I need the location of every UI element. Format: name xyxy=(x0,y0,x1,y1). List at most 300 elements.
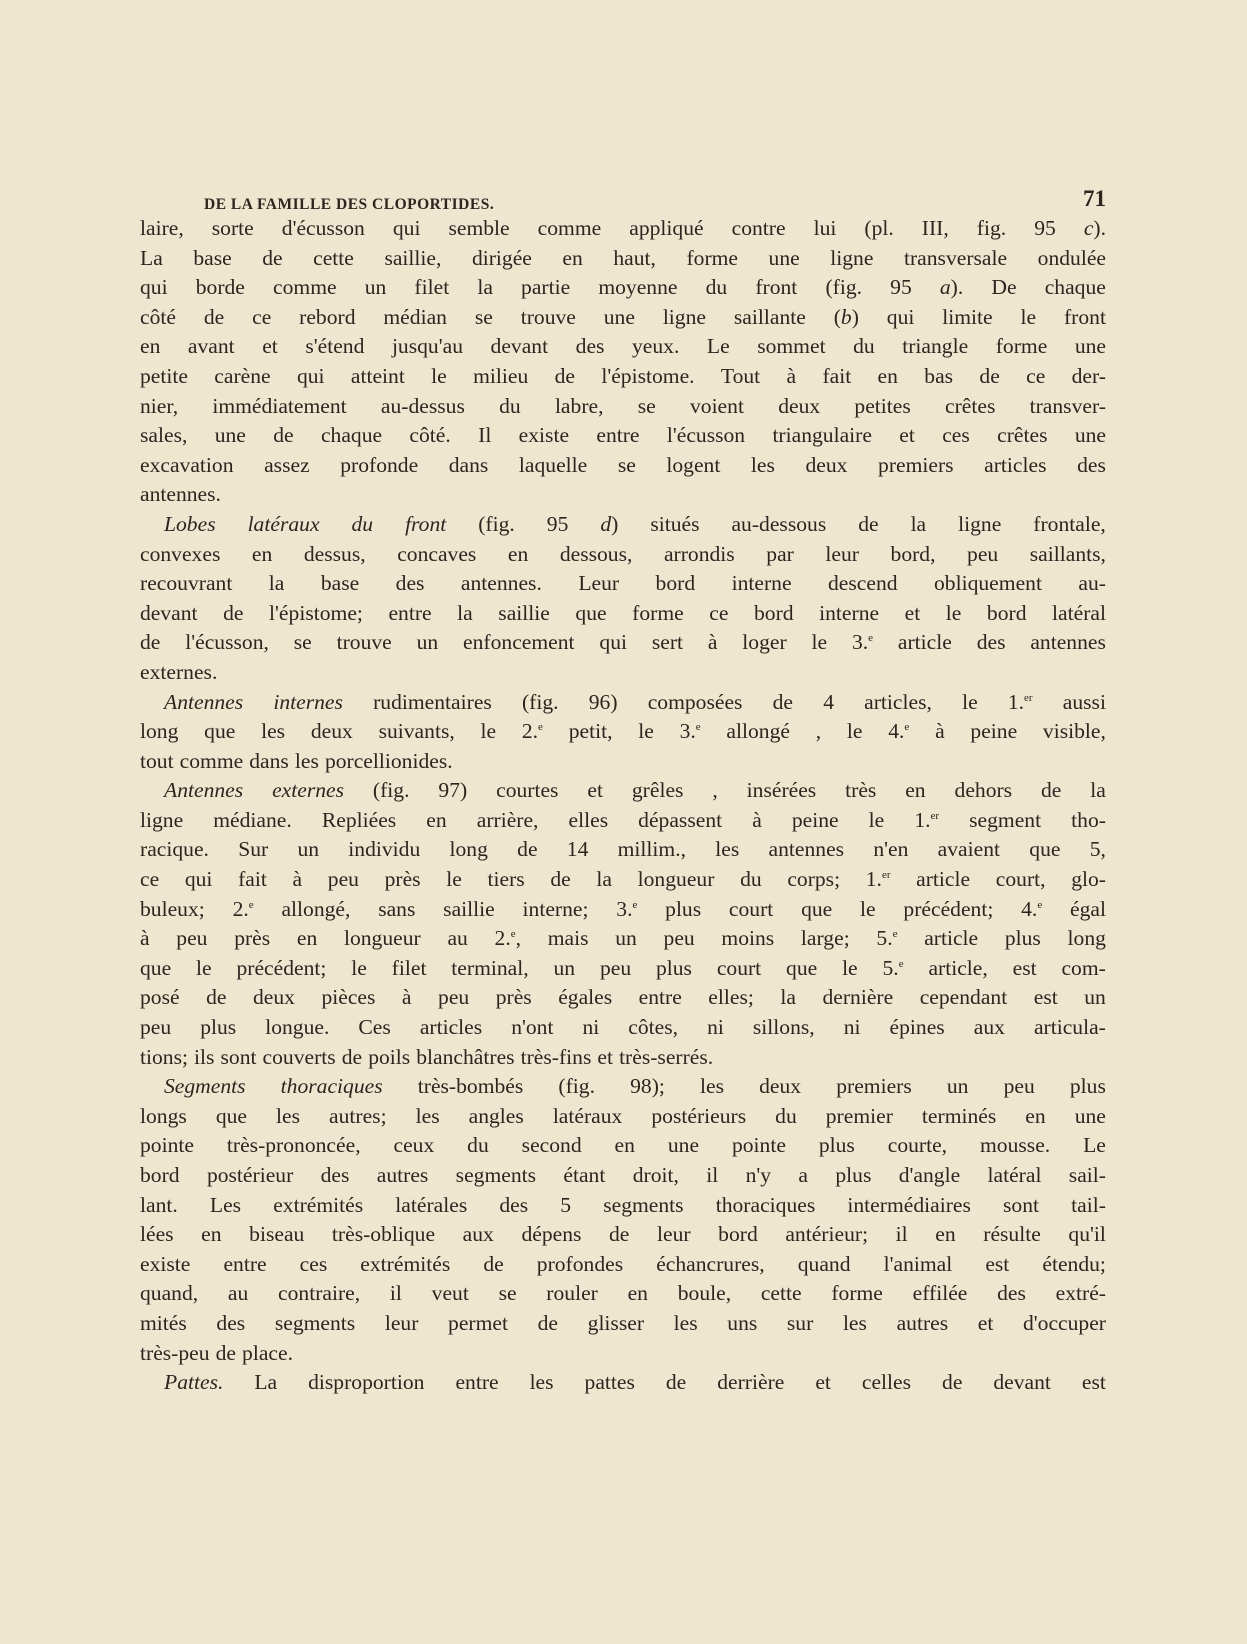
word: plus xyxy=(818,1133,855,1158)
word: 14 xyxy=(566,837,589,862)
word: extrémités xyxy=(273,1192,364,1217)
word: saillante xyxy=(733,304,806,329)
word: aux xyxy=(462,1222,494,1247)
word: tiers xyxy=(487,867,525,892)
text-line xyxy=(140,1102,1106,1132)
word: moyenne xyxy=(598,275,678,300)
word: crêtes xyxy=(997,423,1048,448)
word: près xyxy=(234,926,271,951)
word: fait xyxy=(238,867,267,892)
word: mais xyxy=(547,926,589,951)
word: (fig. xyxy=(478,511,515,536)
word: les xyxy=(529,1370,554,1395)
word: rouler xyxy=(546,1281,598,1306)
word: 5, xyxy=(1089,837,1106,862)
word: latéral xyxy=(987,1163,1042,1187)
word: saillie, xyxy=(384,245,442,270)
word: devant xyxy=(490,334,549,359)
word: près xyxy=(384,867,421,892)
word: glisser xyxy=(587,1310,645,1335)
text-line xyxy=(140,806,1106,836)
word: peu xyxy=(140,1015,172,1040)
word: sont xyxy=(220,1044,257,1069)
word: la xyxy=(477,275,493,300)
word: et xyxy=(904,600,921,625)
word: de xyxy=(483,1251,504,1276)
word: lées xyxy=(140,1222,174,1247)
word: très xyxy=(845,778,877,803)
word: place. xyxy=(242,1340,293,1365)
word: transversale xyxy=(903,245,1008,270)
word: résulte xyxy=(983,1222,1041,1247)
word: porcellionides. xyxy=(324,748,453,773)
word: il xyxy=(895,1222,908,1247)
word: les xyxy=(276,1103,301,1128)
word: il xyxy=(389,1281,402,1306)
word: segments xyxy=(603,1192,684,1217)
text-line xyxy=(140,510,1106,540)
word: 95 xyxy=(546,511,569,536)
word: Il xyxy=(478,423,492,448)
word: peine xyxy=(970,719,1018,744)
word: leur xyxy=(384,1310,419,1335)
word: frontale, xyxy=(1033,511,1106,536)
word: des xyxy=(1077,452,1106,477)
word: cette xyxy=(760,1281,802,1306)
word: saillie xyxy=(498,600,550,625)
word: 1.$^{er}$ xyxy=(1007,689,1033,714)
word: aussi xyxy=(1062,689,1106,714)
word: semble xyxy=(448,216,510,240)
word: en xyxy=(935,1222,956,1247)
word: long xyxy=(1067,926,1106,951)
word: peu xyxy=(599,955,632,980)
word: externes. xyxy=(140,659,218,684)
word: visible, xyxy=(1042,719,1106,744)
word: La xyxy=(254,1370,278,1395)
word: des xyxy=(216,1310,246,1335)
text-line xyxy=(140,835,1106,865)
word: sales, xyxy=(140,423,188,448)
word: ligne xyxy=(662,304,706,329)
word: grêles xyxy=(631,778,684,803)
word: crêtes xyxy=(945,393,996,418)
word: en xyxy=(201,1222,222,1247)
word: ces xyxy=(299,1251,328,1276)
word: petit, xyxy=(568,719,613,744)
text-line xyxy=(140,451,1106,481)
text-line xyxy=(140,1368,1106,1398)
word: profondes xyxy=(536,1251,624,1276)
word: tions; xyxy=(140,1044,188,1069)
text-line xyxy=(140,1072,1106,1102)
word: mités xyxy=(140,1310,187,1335)
word: près xyxy=(495,985,532,1010)
word: composées xyxy=(647,689,743,714)
text-line xyxy=(140,628,1106,658)
word: en xyxy=(426,807,447,832)
word: très-serrés. xyxy=(619,1044,714,1069)
word: en xyxy=(251,541,273,566)
word: au-dessous xyxy=(731,511,827,536)
text-line xyxy=(140,658,1106,688)
word: du xyxy=(740,867,762,892)
word: quand xyxy=(797,1251,851,1276)
text-line xyxy=(140,569,1106,599)
word: de xyxy=(979,363,1000,388)
word: triangle xyxy=(902,334,969,359)
word: ligne xyxy=(140,807,184,832)
word: bord xyxy=(753,600,794,625)
word: un xyxy=(364,275,387,300)
word: que xyxy=(1029,837,1061,862)
word: pattes xyxy=(584,1370,635,1395)
word: l'épistome. xyxy=(601,363,695,388)
word: saillie xyxy=(443,896,495,921)
word: Le xyxy=(706,334,730,359)
word: l'écusson, xyxy=(185,630,269,655)
word: Les xyxy=(209,1192,242,1217)
word: segments xyxy=(274,1310,356,1335)
word: internes xyxy=(273,689,343,714)
word: est xyxy=(1012,955,1037,980)
word: Antennes xyxy=(164,689,244,714)
word: court xyxy=(716,955,762,980)
word: se xyxy=(637,393,656,418)
word: de xyxy=(554,363,575,388)
word: peu xyxy=(1003,1074,1035,1099)
word: de xyxy=(273,423,294,448)
word: couverts xyxy=(262,1044,336,1069)
running-title: DE LA FAMILLE DES CLOPORTIDES. xyxy=(204,196,495,213)
text-line xyxy=(140,421,1106,451)
word: le xyxy=(846,719,863,744)
word: plus xyxy=(835,1163,872,1187)
word: droit, xyxy=(632,1163,679,1187)
word: Le xyxy=(1083,1133,1106,1158)
word: au xyxy=(447,926,468,951)
word: mousse. xyxy=(980,1133,1051,1158)
word: plus xyxy=(1004,926,1041,951)
word: front xyxy=(405,511,447,536)
word: lant. xyxy=(140,1192,178,1217)
word: partie xyxy=(521,275,571,300)
word: articula- xyxy=(1033,1015,1106,1040)
word: les xyxy=(750,452,775,477)
word: que xyxy=(140,955,172,980)
text-line xyxy=(140,865,1106,895)
word: La xyxy=(140,245,163,270)
word: longs xyxy=(140,1103,187,1128)
word: biseau xyxy=(249,1222,305,1247)
word: labre, xyxy=(554,393,604,418)
word: se xyxy=(474,304,493,329)
word: deux xyxy=(805,452,848,477)
word: allongé xyxy=(726,719,790,744)
word: base xyxy=(320,571,360,596)
word: peu xyxy=(327,867,359,892)
word: est xyxy=(985,1251,1010,1276)
word: entre xyxy=(455,1370,499,1395)
word: millim., xyxy=(617,837,687,862)
word: longueur xyxy=(343,926,421,951)
word: une xyxy=(1074,1103,1106,1128)
word: précédent; xyxy=(236,955,327,980)
word: plus xyxy=(665,896,702,921)
word: le xyxy=(351,955,367,980)
word: antennes. xyxy=(460,571,542,596)
word: en xyxy=(140,334,161,359)
word: Leur xyxy=(578,571,620,596)
word: celles xyxy=(861,1370,912,1395)
word: externes xyxy=(272,778,345,803)
word: derrière xyxy=(717,1370,785,1395)
word: 5.$^e$ xyxy=(876,926,898,951)
word: arrière, xyxy=(476,807,539,832)
word: jusqu'au xyxy=(391,334,464,359)
word: filet xyxy=(391,955,427,980)
word: veut xyxy=(431,1281,469,1306)
word: antérieur; xyxy=(785,1222,869,1247)
word: interne xyxy=(731,571,792,596)
word: du xyxy=(705,275,728,300)
word: est xyxy=(1081,1370,1106,1395)
page-number: 71 xyxy=(1083,186,1106,211)
word: der- xyxy=(1071,363,1106,388)
word: bord xyxy=(986,600,1027,625)
word: blanchâtres xyxy=(416,1044,515,1069)
word: des xyxy=(997,1281,1026,1306)
word: disproportion xyxy=(308,1370,425,1395)
word: en xyxy=(296,926,318,951)
word: premiers xyxy=(878,452,954,477)
word: deux xyxy=(759,1074,802,1099)
word: un xyxy=(297,837,320,862)
word: de xyxy=(262,245,283,270)
word: en xyxy=(877,363,898,388)
word: pièces xyxy=(321,985,376,1010)
word: bord xyxy=(140,1163,180,1187)
word: côté xyxy=(140,304,176,329)
word: devant xyxy=(993,1370,1051,1395)
text-line xyxy=(140,688,1106,718)
word: effilée xyxy=(912,1281,968,1306)
word: peu xyxy=(663,926,695,951)
word: de xyxy=(609,1222,630,1247)
word: dehors xyxy=(954,778,1013,803)
word: du xyxy=(499,393,521,418)
word: un xyxy=(615,926,637,951)
word: de xyxy=(772,689,794,714)
word: Sur xyxy=(238,837,269,862)
word: du xyxy=(853,334,875,359)
word: article xyxy=(924,926,979,951)
word: 96) xyxy=(588,689,618,714)
word: et xyxy=(977,1310,994,1335)
word: n'en xyxy=(873,837,909,862)
word: qui xyxy=(140,275,168,300)
word: ligne xyxy=(958,511,1002,536)
word: médiane. xyxy=(213,807,292,832)
word: deux xyxy=(778,393,821,418)
word: ligne xyxy=(830,245,874,270)
word: corps; xyxy=(787,867,841,892)
text-line xyxy=(140,983,1106,1013)
text-line xyxy=(140,1161,1106,1191)
word: excavation xyxy=(140,452,234,477)
word: contraire, xyxy=(278,1281,361,1306)
word: dessous, xyxy=(559,541,633,566)
word: filet xyxy=(414,275,450,300)
word: au xyxy=(227,1281,249,1306)
word: de xyxy=(203,304,225,329)
word: les xyxy=(700,1074,724,1099)
word: posé xyxy=(140,985,180,1010)
word: de xyxy=(140,630,161,655)
word: peine xyxy=(791,807,839,832)
word: front xyxy=(1063,304,1106,329)
word: et xyxy=(597,1044,614,1069)
word: triangulaire xyxy=(772,423,872,448)
word: et xyxy=(899,423,915,448)
word: lui xyxy=(813,216,837,240)
word: article xyxy=(916,867,971,892)
word: long xyxy=(449,837,488,862)
word: front xyxy=(755,275,798,300)
word: pointe xyxy=(140,1133,194,1158)
word: convexes xyxy=(140,541,221,566)
word: 2.$^e$ xyxy=(232,896,254,921)
text-line xyxy=(140,392,1106,422)
word: 3.$^e$ xyxy=(616,896,638,921)
word: la xyxy=(457,600,473,625)
word: limite xyxy=(942,304,993,329)
word: se xyxy=(617,452,636,477)
word: une xyxy=(667,1133,700,1158)
word: existe xyxy=(140,1251,191,1276)
word: extrémités xyxy=(360,1251,451,1276)
word: à xyxy=(707,630,718,655)
word: autres xyxy=(376,1163,429,1187)
word: la xyxy=(910,511,927,536)
word: III, xyxy=(921,216,949,240)
word: trouve xyxy=(520,304,576,329)
word: enfoncement xyxy=(463,630,575,655)
word: en xyxy=(1025,1103,1046,1128)
word: entre xyxy=(388,600,432,625)
word: (fig. xyxy=(372,778,410,803)
word: rebord xyxy=(299,304,356,329)
word: (fig. xyxy=(825,275,863,300)
word: situés xyxy=(650,511,700,536)
word: a). xyxy=(939,275,964,300)
word: des xyxy=(976,630,1006,655)
word: autres; xyxy=(329,1103,387,1128)
word: une xyxy=(1074,334,1106,359)
word: logent xyxy=(666,452,721,477)
word: du xyxy=(775,1103,797,1128)
word: entre xyxy=(223,1251,267,1276)
word: que xyxy=(204,719,236,744)
word: quand, xyxy=(140,1281,199,1306)
word: à xyxy=(752,807,762,832)
word: thoraciques xyxy=(280,1074,383,1099)
word: que xyxy=(575,600,607,625)
text-line xyxy=(140,303,1106,333)
word: arrondis xyxy=(663,541,735,566)
word: dépassent xyxy=(638,807,723,832)
word: permet xyxy=(448,1310,508,1335)
text-line xyxy=(140,1279,1106,1309)
word: à xyxy=(935,719,945,744)
word: de xyxy=(942,1370,963,1395)
word: une xyxy=(768,245,800,270)
word: 1.$^{er}$ xyxy=(914,807,940,832)
word: 5.$^e$ xyxy=(882,955,904,980)
word: de xyxy=(206,985,227,1010)
word: 1.$^{er}$ xyxy=(865,867,891,892)
word: et xyxy=(262,334,278,359)
word: 3.$^e$ xyxy=(851,630,874,655)
word: Segments xyxy=(164,1074,246,1099)
word: bas xyxy=(924,363,954,388)
text-line xyxy=(140,1191,1106,1221)
word: d'occuper xyxy=(1022,1310,1106,1335)
word: latéral xyxy=(1052,600,1106,625)
word: du xyxy=(467,1133,489,1158)
word: ondulée xyxy=(1037,245,1106,270)
word: (pl. xyxy=(864,216,894,240)
word: ces xyxy=(942,423,970,448)
word: obliquement xyxy=(934,571,1042,596)
word: ni xyxy=(707,1015,724,1040)
word: côté. xyxy=(409,423,451,448)
word: les xyxy=(415,1103,440,1128)
word: la xyxy=(1090,778,1106,803)
word: second xyxy=(521,1133,582,1158)
word: de xyxy=(215,1340,236,1365)
text-line xyxy=(140,717,1106,747)
word: l'écusson xyxy=(666,423,746,448)
word: ni xyxy=(843,1015,861,1040)
word: le xyxy=(1020,304,1037,329)
word: de xyxy=(537,1310,559,1335)
word: de xyxy=(341,1044,363,1069)
word: de xyxy=(517,837,538,862)
word: le xyxy=(811,630,828,655)
word: des xyxy=(320,1163,350,1187)
word: buleux; xyxy=(140,896,205,921)
word: qui xyxy=(392,216,421,240)
word: cette xyxy=(313,245,354,270)
word: c). xyxy=(1083,216,1106,240)
word: existe xyxy=(518,423,570,448)
word: étendu; xyxy=(1042,1251,1106,1276)
word: qui xyxy=(296,363,325,388)
word: laire, xyxy=(140,216,184,240)
word: ce xyxy=(709,600,729,625)
word: 95 xyxy=(1034,216,1056,240)
word: borde xyxy=(195,275,245,300)
word: Pattes. xyxy=(164,1370,224,1395)
word: un xyxy=(416,630,439,655)
word: le xyxy=(868,807,885,832)
word: articles xyxy=(984,452,1047,477)
word: en xyxy=(614,1133,635,1158)
word: segment xyxy=(969,807,1042,832)
body-text xyxy=(140,214,1106,1398)
word: de xyxy=(1041,778,1062,803)
